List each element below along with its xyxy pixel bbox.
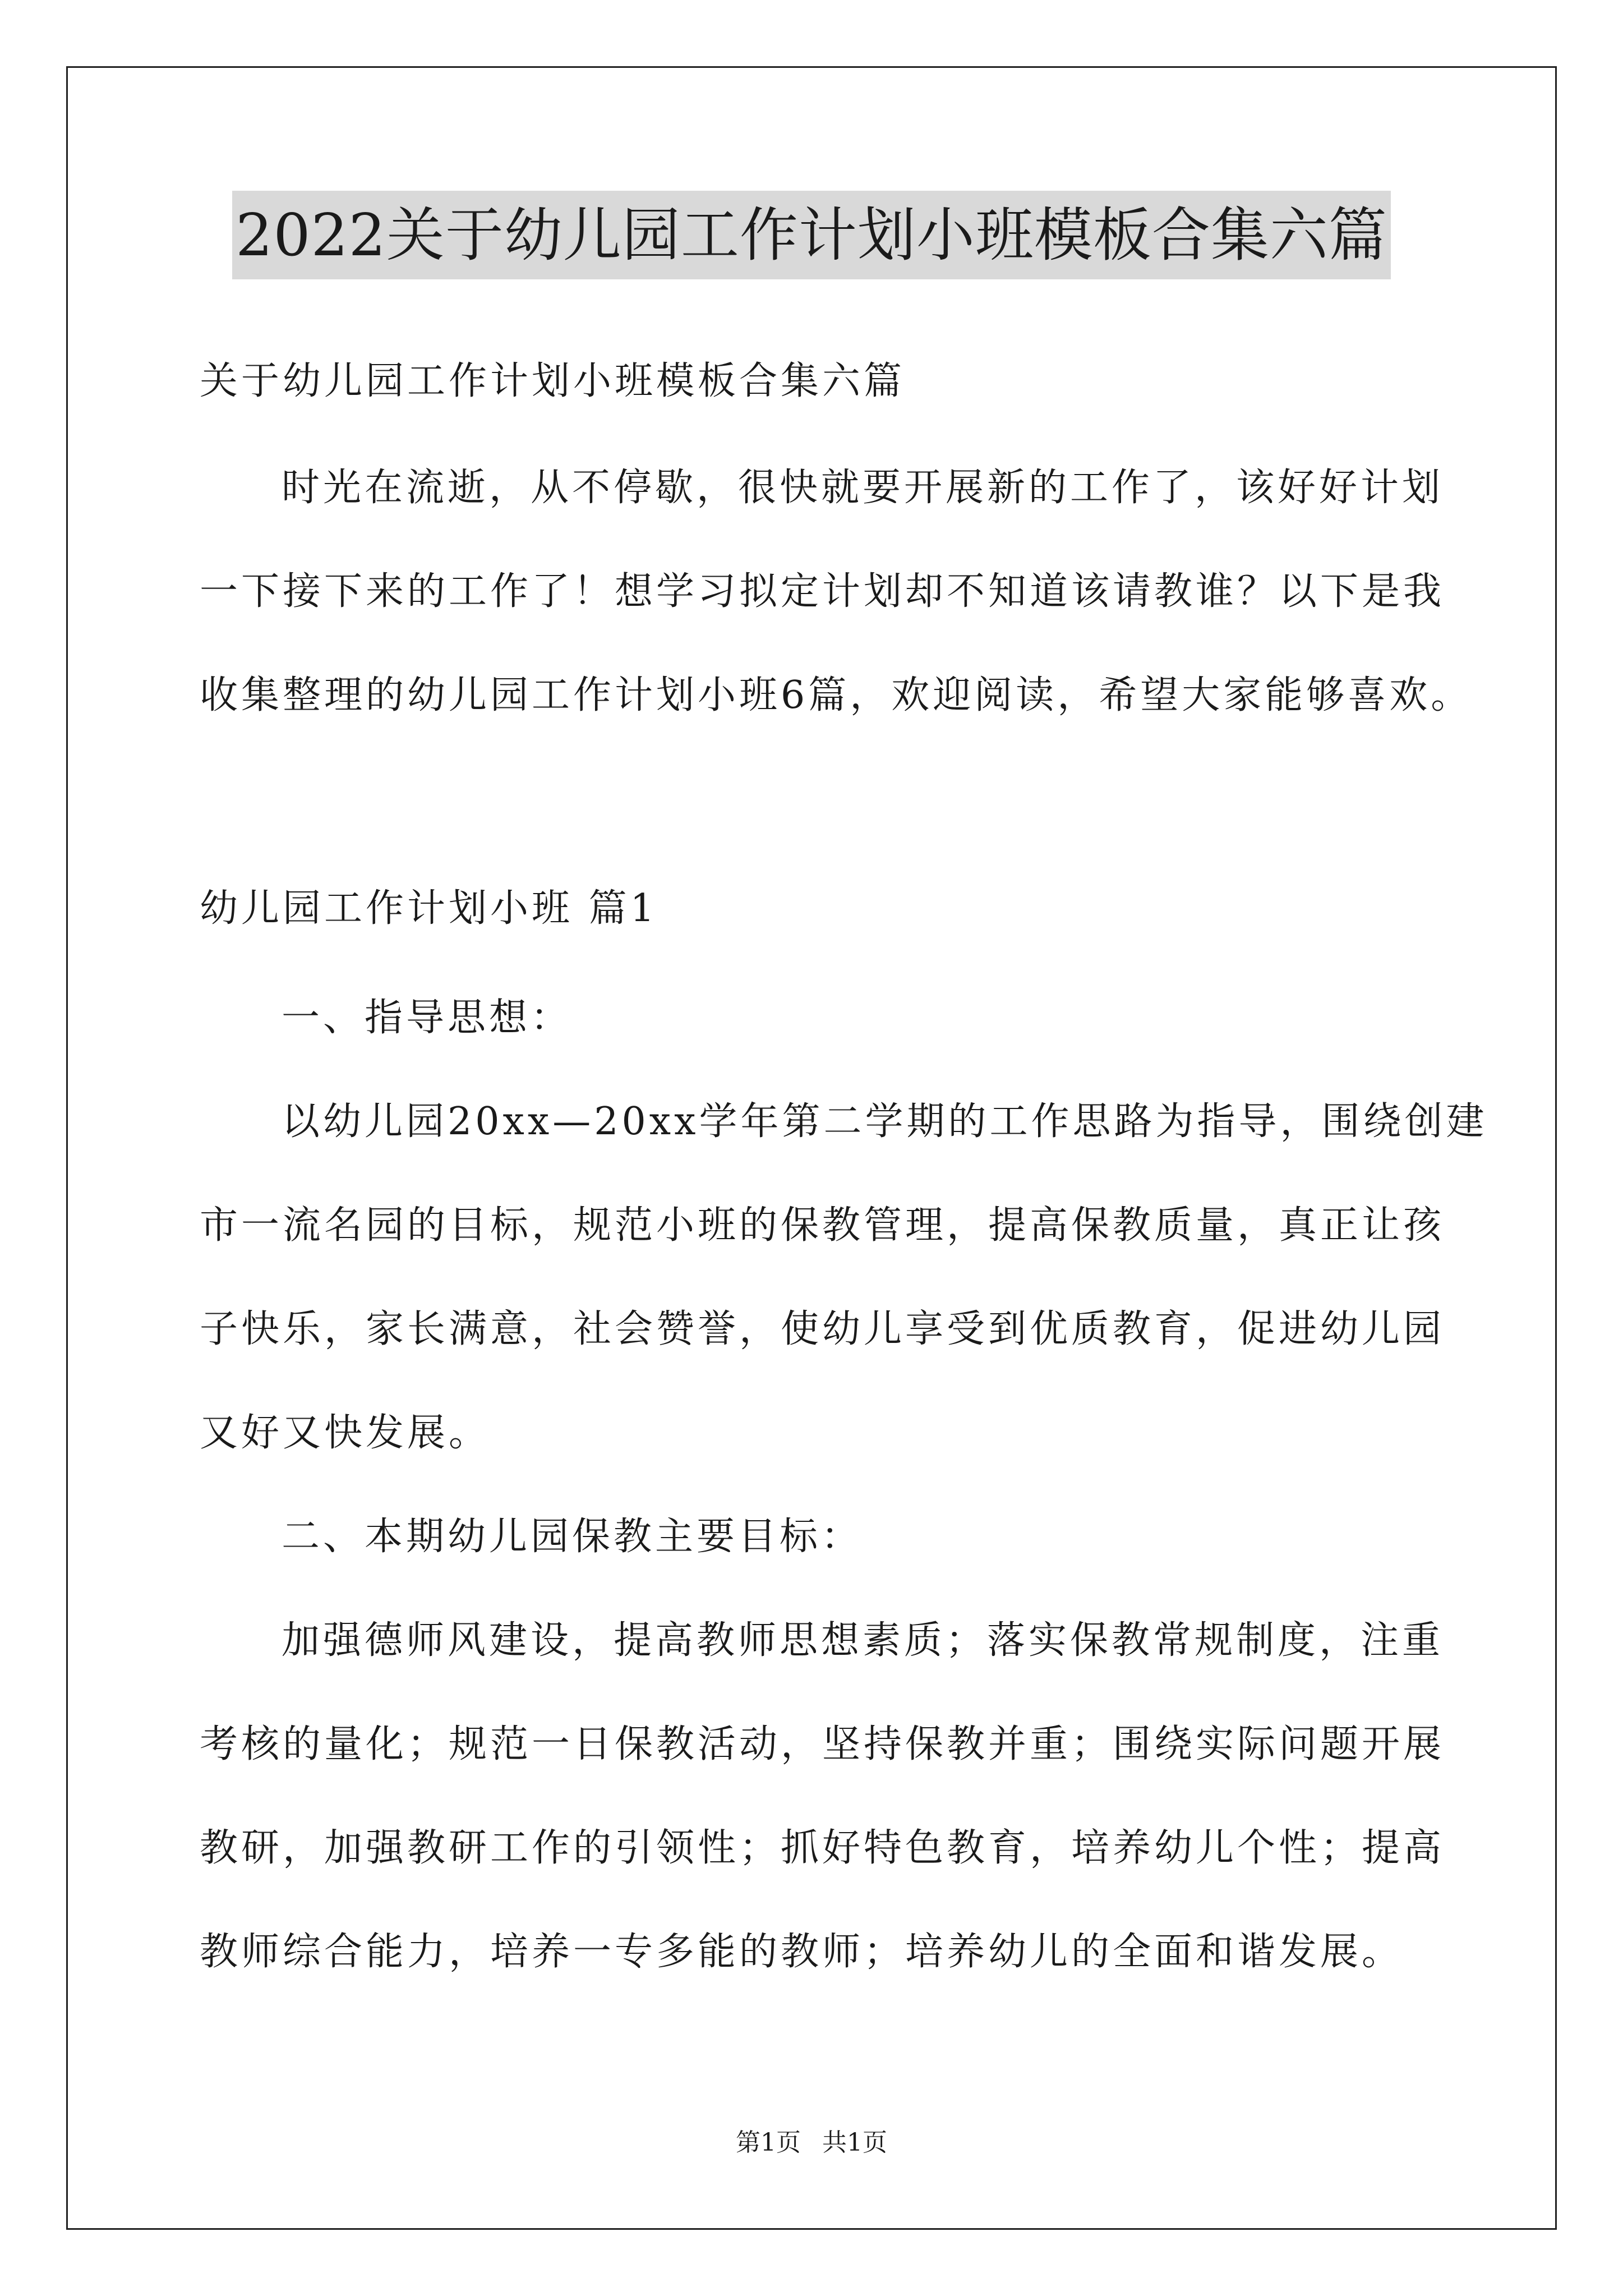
intro-line-2: 一下接下来的工作了！想学习拟定计划却不知道该请教谁？以下是我 (200, 569, 1445, 614)
page-footer (0, 2126, 1623, 2160)
paragraph-1-line-3: 子快乐，家长满意，社会赞誉，使幼儿享受到优质教育，促进幼儿园 (200, 1307, 1445, 1351)
page-number-current: 第1页 (736, 2128, 801, 2157)
paragraph-2-line-2: 考核的量化；规范一日保教活动，坚持保教并重；围绕实际问题开展 (200, 1722, 1445, 1766)
paragraph-1-line-4: 又好又快发展。 (200, 1411, 491, 1455)
section-heading: 幼儿园工作计划小班 篇1 (200, 886, 658, 931)
paragraph-2-line-4: 教师综合能力，培养一专多能的教师；培养幼儿的全面和谐发展。 (200, 1930, 1404, 1974)
intro-line-3: 收集整理的幼儿园工作计划小班6篇，欢迎阅读，希望大家能够喜欢。 (200, 673, 1473, 717)
page-number-total: 共1页 (822, 2128, 887, 2157)
heading-guiding-ideology: 一、指导思想： (282, 996, 573, 1040)
heading-main-goals: 二、本期幼儿园保教主要目标： (282, 1515, 863, 1559)
paragraph-1-line-1: 以幼儿园20xx—20xx学年第二学期的工作思路为指导，围绕创建 (282, 1099, 1488, 1144)
subtitle-line: 关于幼儿园工作计划小班模板合集六篇 (200, 359, 906, 403)
document-title: 2022关于幼儿园工作计划小班模板合集六篇 (232, 191, 1391, 279)
title-container (0, 191, 1623, 279)
paragraph-2-line-3: 教研，加强教研工作的引领性；抓好特色教育，培养幼儿个性；提高 (200, 1826, 1445, 1870)
intro-line-1: 时光在流逝，从不停歇，很快就要开展新的工作了，该好好计划 (282, 466, 1444, 510)
paragraph-1-line-2: 市一流名园的目标，规范小班的保教管理，提高保教质量，真正让孩 (200, 1203, 1445, 1248)
paragraph-2-line-1: 加强德师风建设，提高教师思想素质；落实保教常规制度，注重 (282, 1618, 1444, 1663)
